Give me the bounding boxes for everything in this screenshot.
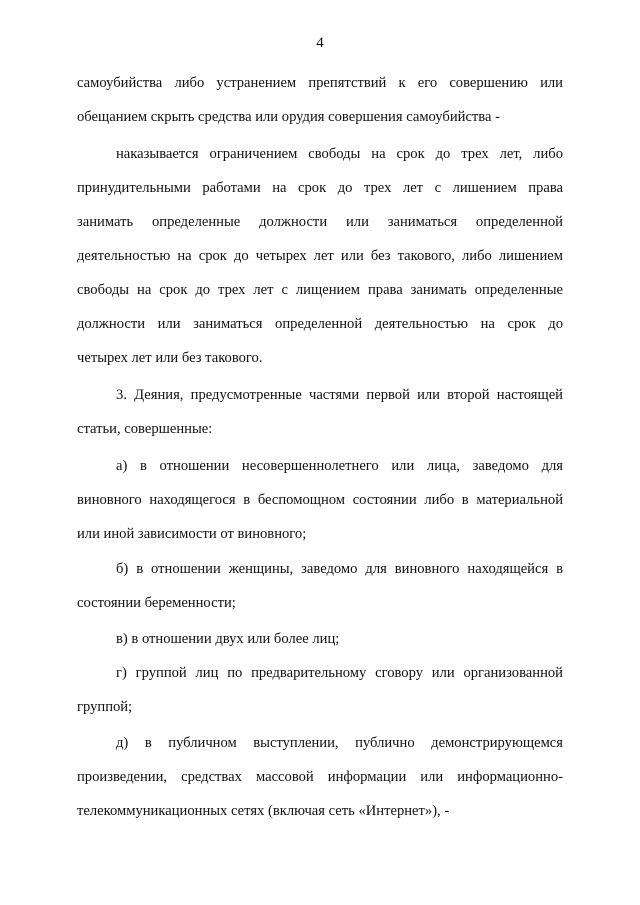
text-line: в) в отношении двух или более лиц;	[116, 631, 340, 647]
text-line: а) в отношении несовершеннолетнего или лица, заведомо для	[116, 458, 563, 474]
paragraph-item-v	[77, 622, 563, 656]
text-line: должности или заниматься определенной деятельностью на срок до	[77, 316, 563, 332]
text-line: виновного находящегося в беспомощном состоянии либо в материальной	[77, 492, 563, 508]
text-line: статьи, совершенные:	[77, 421, 213, 437]
text-line: обещанием скрыть средства или орудия совершения самоубийства -	[77, 109, 500, 125]
paragraph-continuation	[77, 66, 563, 134]
text-line: принудительными работами на срок до трех лет с лишением права	[77, 180, 563, 196]
text-line: телекоммуникационных сетях (включая сеть «Интернет»), -	[77, 803, 450, 819]
text-line: четырех лет или без такового.	[77, 350, 263, 366]
page-number: 4	[316, 35, 324, 51]
text-line: или иной зависимости от виновного;	[77, 526, 307, 542]
text-line: наказывается ограничением свободы на срок до трех лет, либо	[116, 146, 563, 162]
paragraph-item-g	[77, 656, 563, 724]
text-line: свободы на срок до трех лет с лищением права занимать определенные	[77, 282, 563, 298]
text-line: б) в отношении женщины, заведомо для виновного находящейся в	[116, 561, 563, 577]
text-line: 3. Деяния, предусмотренные частями первой или второй настоящей	[116, 387, 563, 403]
paragraph-item-d	[77, 726, 563, 828]
paragraph-part-3	[77, 378, 563, 446]
text-line: самоубийства либо устранением препятствий к его совершению или	[77, 75, 563, 91]
paragraph-item-a	[77, 449, 563, 551]
text-line: г) группой лиц по предварительному сговору или организованной	[116, 665, 563, 681]
text-line: д) в публичном выступлении, публично демонстрирующемся	[116, 735, 563, 751]
text-line: произведении, средствах массовой информации или информационно-	[77, 769, 563, 785]
paragraph-sanction	[77, 137, 563, 375]
paragraph-item-b	[77, 552, 563, 620]
text-line: состоянии беременности;	[77, 595, 236, 611]
text-line: деятельностью на срок до четырех лет или без такового, либо лишением	[77, 248, 563, 264]
text-line: занимать определенные должности или заниматься определенной	[77, 214, 563, 230]
text-line: группой;	[77, 699, 133, 715]
